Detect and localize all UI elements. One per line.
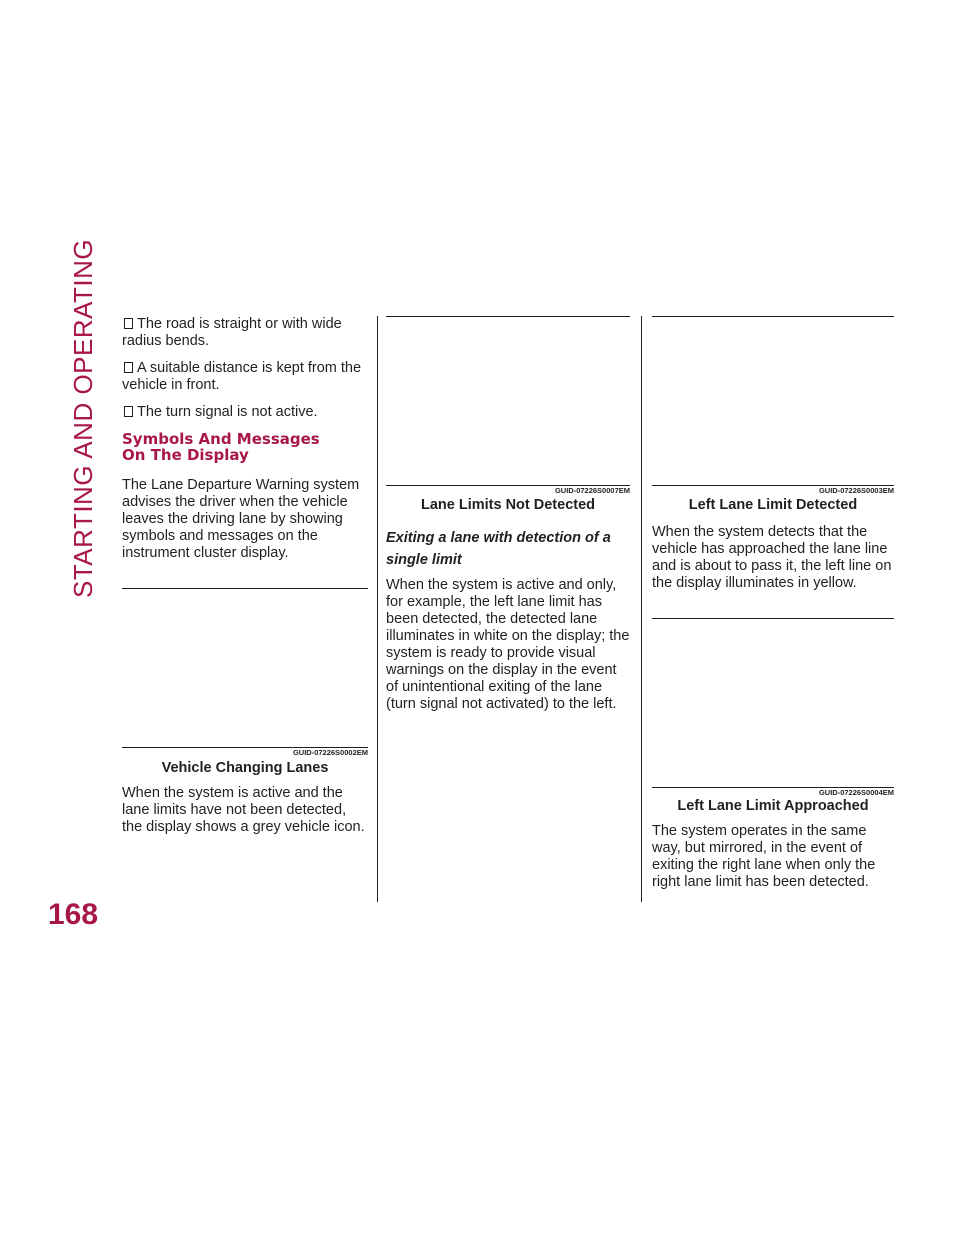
figure-code: GUID-07226S0002EM (292, 748, 368, 757)
bullet-item: The road is straight or with wide radius bends. (122, 316, 342, 349)
figure-left-lane-limit-detected (652, 316, 894, 524)
figure-vehicle-changing-lanes (122, 588, 368, 789)
figure-code: GUID-07226S0003EM (818, 486, 894, 495)
checkbox-bullet-icon (124, 318, 133, 329)
figure-code: GUID-07226S0007EM (554, 486, 630, 495)
column-divider (641, 316, 642, 902)
bullet-item: A suitable distance is kept from the vehicle in front. (122, 360, 362, 393)
section-heading: Symbols And Messages On The Display (122, 430, 320, 464)
figure-caption: Lane Limits Not Detected (420, 497, 596, 513)
figure-lane-limits-not-detected (386, 316, 630, 517)
figure-left-lane-limit-approached (652, 618, 894, 823)
section-side-tab: STARTING AND OPERATING (68, 238, 98, 598)
bullet-item: The turn signal is not active. (122, 404, 368, 421)
column-3 (652, 316, 894, 901)
checkbox-bullet-icon (124, 362, 133, 373)
figure-caption: Vehicle Changing Lanes (161, 760, 329, 776)
paragraph: When the system detects that the vehicle has approached the lane line and is about to pass it, the left line on the display illuminates in yellow. (652, 524, 892, 591)
column-1 (122, 316, 368, 846)
page-number: 168 (48, 898, 99, 931)
figure-rule (652, 787, 894, 788)
paragraph: When the system is active and only, for example, the left lane limit has been detected, the detected lane illuminates in white on the display; the system is ready to provide visual warnings on the display in the event of unintentional exiting of the lane (turn signal not activated) to the left. (386, 577, 630, 712)
paragraph: The system operates in the same way, but mirrored, in the event of exiting the right lane when only the right lane limit has been detected. (652, 823, 876, 890)
figure-code: GUID-07226S0004EM (818, 788, 894, 797)
figure-rule (652, 485, 894, 486)
checkbox-bullet-icon (124, 406, 133, 417)
paragraph: When the system is active and the lane limits have not been detected, the display shows a grey vehicle icon. (122, 785, 365, 835)
column-2 (386, 316, 630, 723)
figure-caption: Left Lane Limit Detected (688, 497, 858, 513)
figure-rule (122, 747, 368, 748)
figure-caption: Left Lane Limit Approached (677, 798, 869, 814)
intro-paragraph: The Lane Departure Warning system advises the driver when the vehicle leaves the driving lane by showing symbols and messages on the instrument cluster display. (122, 477, 360, 561)
subheading: Exiting a lane with detection of a single limit (386, 530, 611, 568)
column-divider (377, 316, 378, 902)
figure-rule (386, 485, 630, 486)
